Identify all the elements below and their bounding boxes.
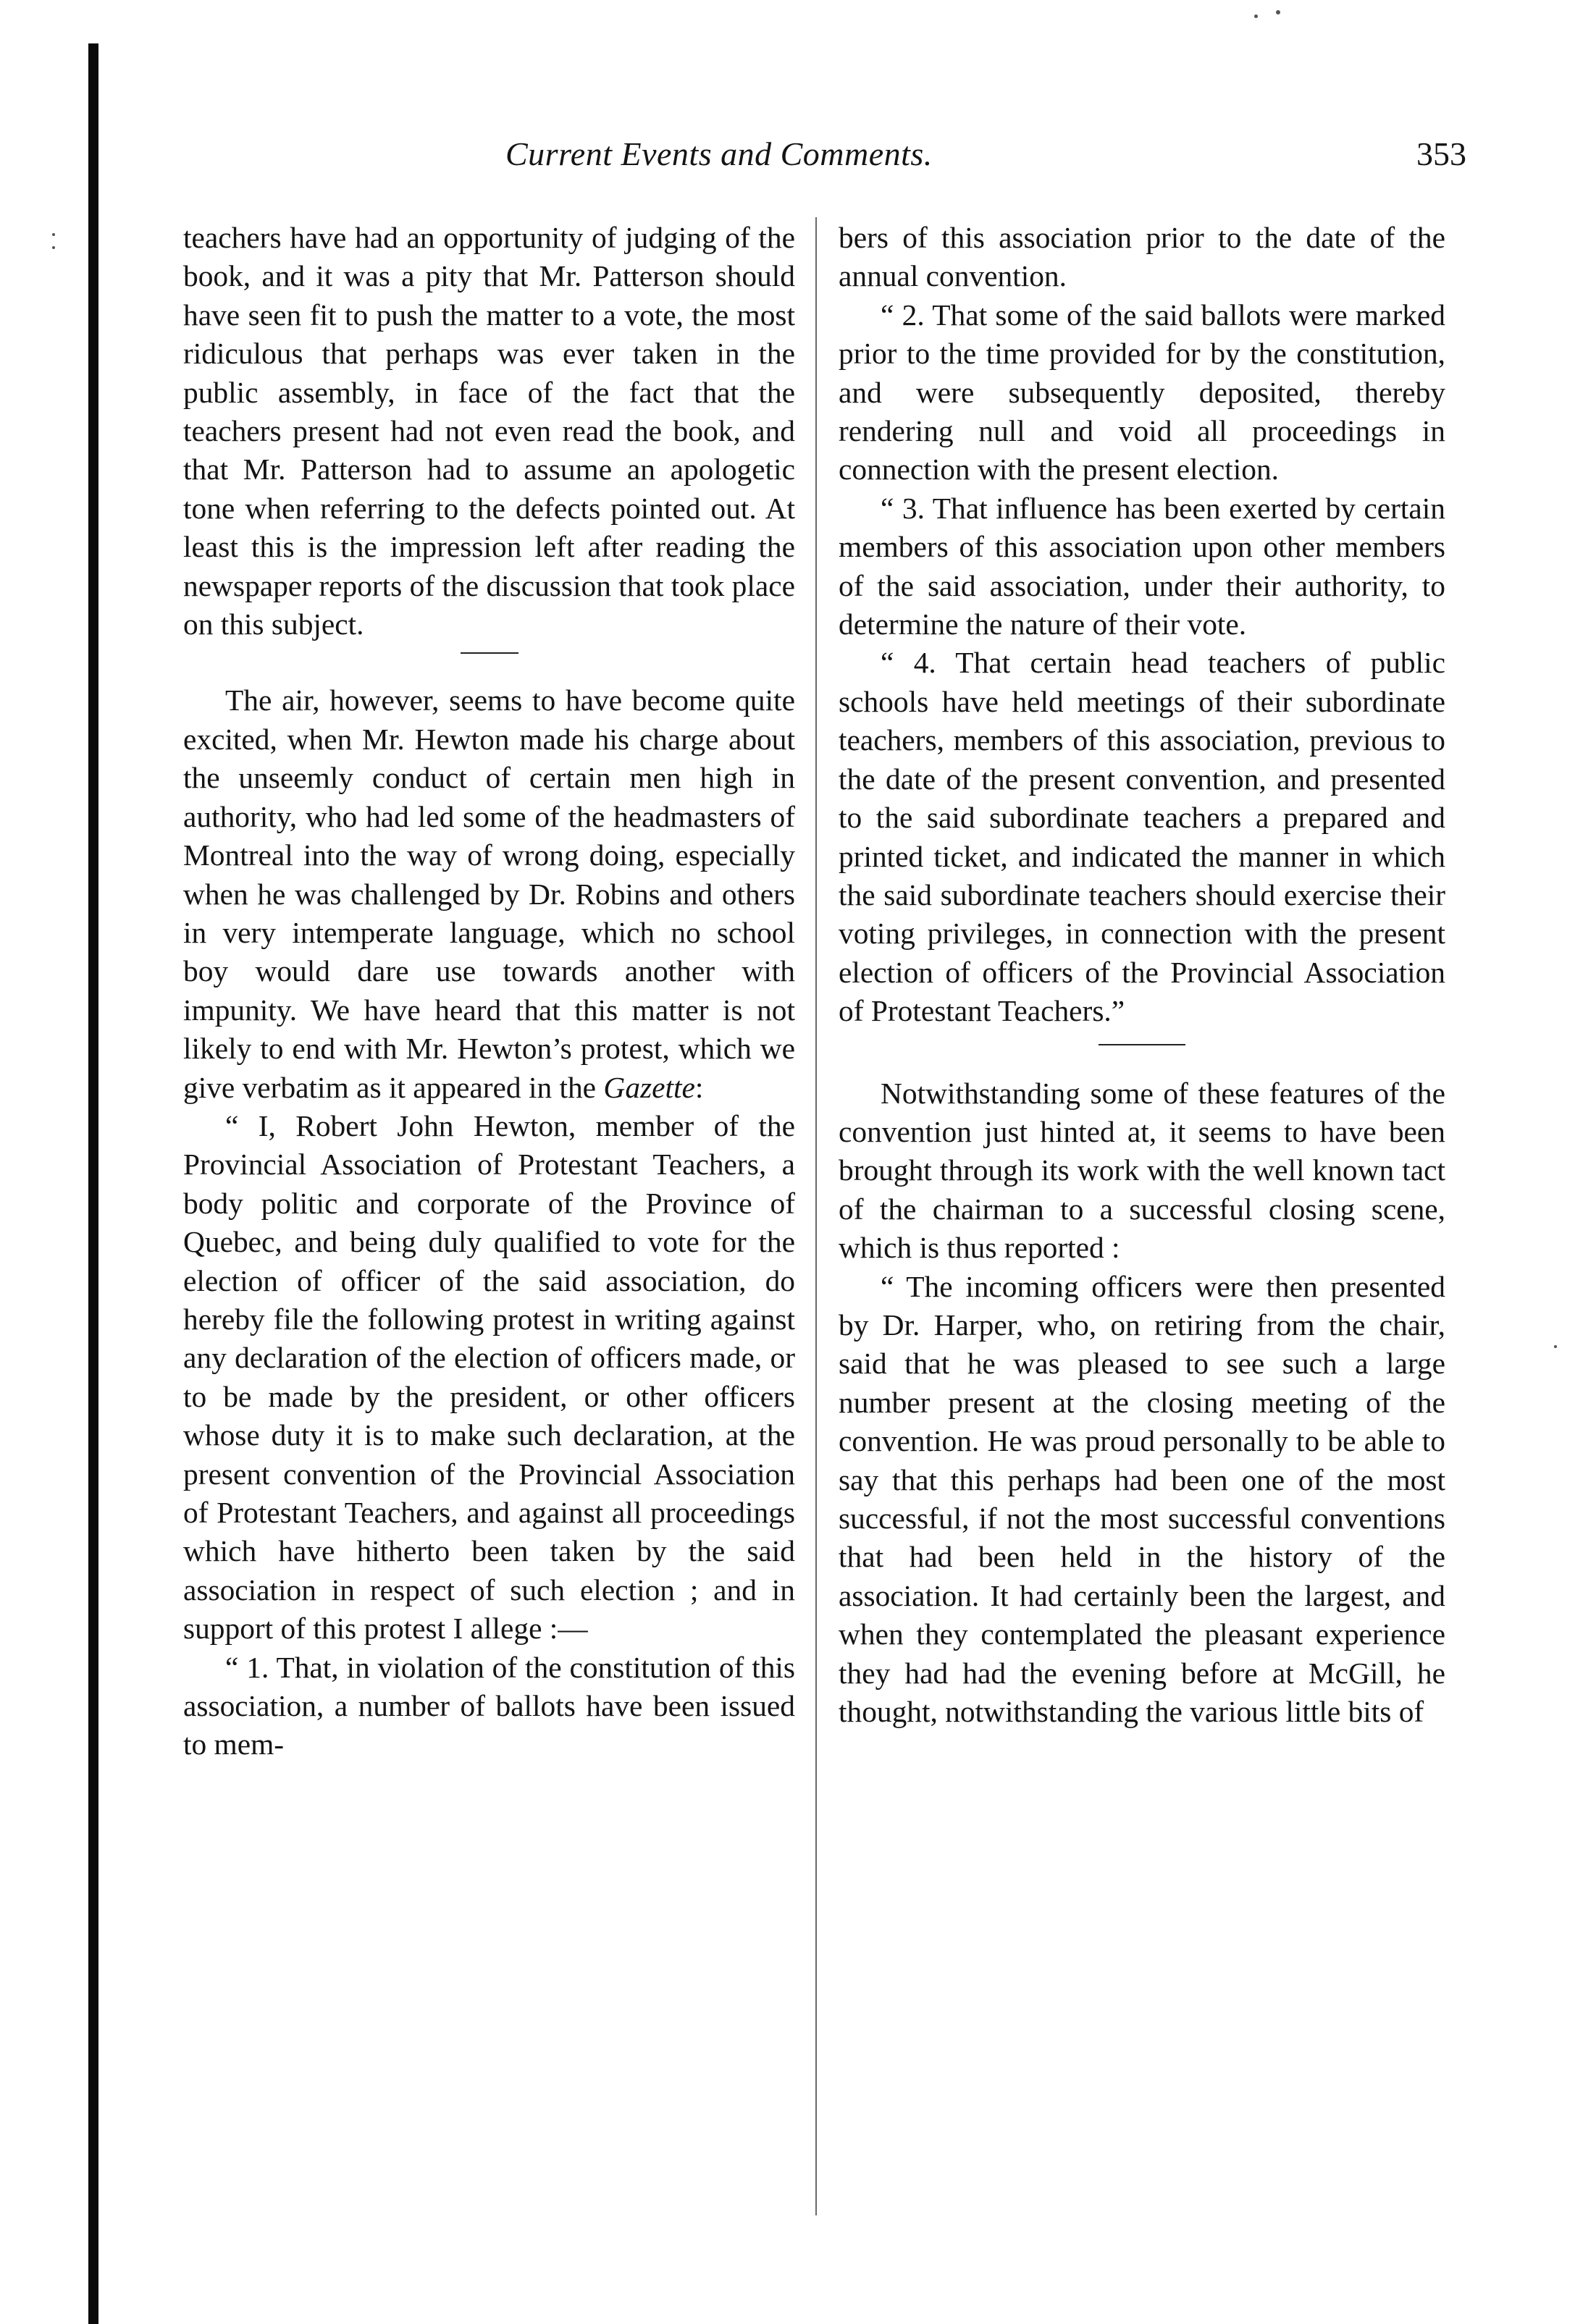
scan-speck — [52, 233, 55, 236]
page-number: 353 — [1416, 135, 1466, 172]
quoted-paragraph: “ 4. That certain head teachers of public schools have held meetings of their subordinate teachers, members of this association, previous to the date of the present convention, and presented to the said subordinate teachers a prepared and printed ticket, and indicated the manner in which the said subordinate teachers should exercise their voting privileges, in connection with the present election of officers of the Provincial Association of Protestant Teachers.” — [839, 646, 1445, 1028]
scan-speck — [52, 246, 55, 249]
running-header — [181, 135, 1466, 178]
scan-speck — [1554, 1345, 1557, 1348]
scan-speck — [1276, 10, 1280, 14]
quoted-paragraph: “ I, Robert John Hewton, member of the Provincial Association of Protestant Teachers, a body politic and corporate of the Province of Quebec, and being duly qualified to vote for the election of officer of the said association, do hereby file the following protest in writing against any declaration of the election of officers made, or to be made by the president, or other officers whose duty it is to make such declaration, at the present convention of the Provincial Association of Protestant Teachers, and against all proceedings which have hitherto been taken by the said association in respect of such election ; and in support of this protest I allege :— — [183, 1108, 795, 1646]
newspaper-title: Gazette — [603, 1070, 695, 1104]
quoted-paragraph: “ The incoming officers were then presented by Dr. Harper, who, on retiring from the chair, said that he was pleased to see such a large number present at the closing meeting of the convention. He was proud personally to be able to say that this perhaps had been one of the most successful, if not the most successful conventions that had been held in the history of the association. It had certainly been the largest, and when they contemplated the pleasant experience they had had the evening before at McGill, he thought, notwithstanding the various little bits of — [839, 1269, 1445, 1729]
quoted-paragraph: “ 3. That influence has been exerted by certain members of this association upon other members of the said association, under their authority, to determine the nature of their vote. — [839, 491, 1445, 641]
page-binding-edge — [88, 43, 98, 2324]
running-title: Current Events and Comments. — [505, 135, 933, 172]
paragraph-text: The air, however, seems to have become quite excited, when Mr. Hewton made his charge about the unseemly conduct of certain men high in authority, who had led some of the headmasters of Montreal into the way of wrong doing, especially when he was challenged by Dr. Robins and others in very intemperate language, which no school boy would dare use towards another with impunity. We have heard that this matter is not likely to end with Mr. Hewton’s protest, which we give verbatim as it appeared in the — [183, 683, 795, 1104]
scan-speck — [1254, 14, 1258, 18]
paragraph — [183, 681, 795, 1106]
right-column — [839, 219, 1445, 1731]
quoted-paragraph: “ 1. That, in violation of the constitution of this association, a number of ballots have been issued to mem- — [183, 1650, 795, 1761]
column-divider — [815, 217, 817, 2215]
section-divider — [461, 652, 518, 654]
paragraph: teachers have had an opportunity of judging of the book, and it was a pity that Mr. Patterson should have seen fit to push the matter to a vote, the most ridiculous that perhaps was ever taken in the public assembly, in face of the fact that the teachers present had not even read the book, and that Mr. Patterson had to assume an apologetic tone when referring to the defects pointed out. At least this is the impression left after reading the newspaper reports of the discussion that took place on this subject. — [183, 221, 795, 641]
left-column — [183, 219, 795, 1764]
quoted-paragraph: “ 2. That some of the said ballots were marked prior to the time provided for by the constitution, and were subsequently deposited, thereby rendering null and void all proceedings in connection with the present election. — [839, 298, 1445, 487]
paragraph: Notwithstanding some of these features of the convention just hinted at, it seems to have been brought through its work with the well known tact of the chairman to a successful closing scene, which is thus reported : — [839, 1076, 1445, 1265]
paragraph: bers of this association prior to the date of the annual convention. — [839, 221, 1445, 293]
paragraph-punctuation: : — [694, 1070, 704, 1104]
section-divider — [1099, 1044, 1185, 1045]
